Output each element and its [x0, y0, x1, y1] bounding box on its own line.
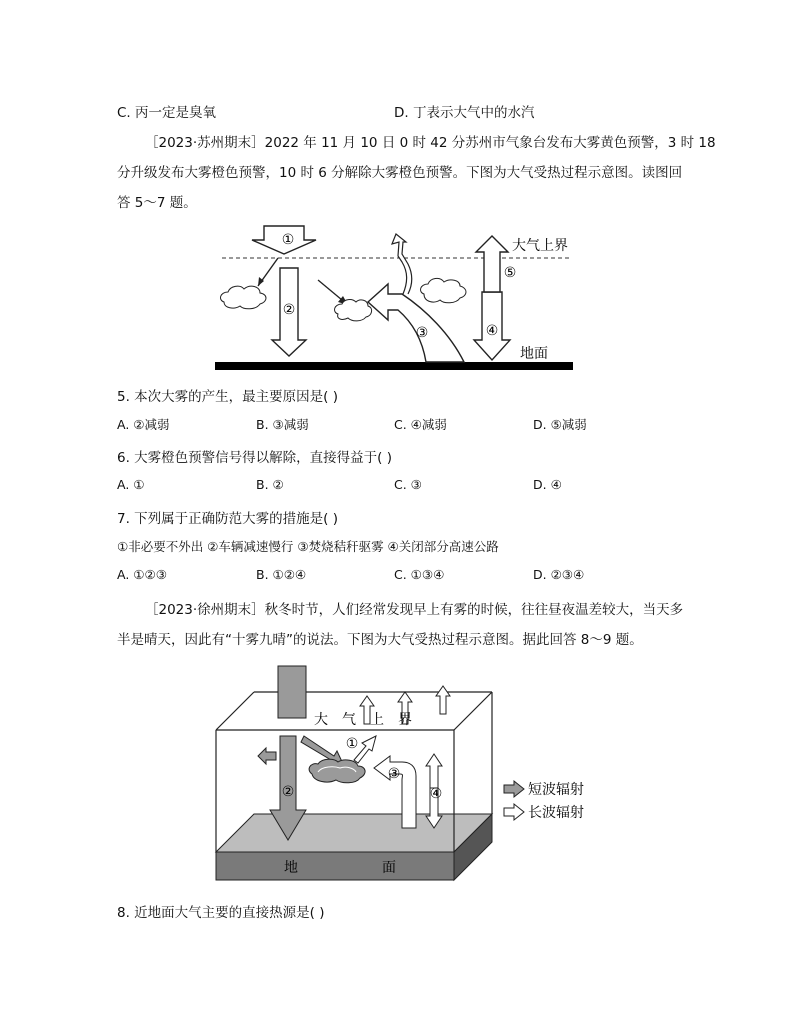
figure2-solar-block [278, 666, 306, 718]
q7-option-c: C. ①③④ [394, 567, 445, 582]
q7-items: ①非必要不外出 ②车辆减速慢行 ③焚烧秸秆驱雾 ④关闭部分高速公路 [117, 539, 499, 554]
intro2-line1: ［2023·徐州期末］秋冬时节，人们经常发现早上有雾的时候，往往昼夜温差较大，当天多 [145, 602, 684, 618]
figure1-thin-arrow [318, 280, 342, 300]
figure1-label-top: 大气上界 [512, 238, 568, 254]
q6-option-a: A. ① [117, 477, 145, 492]
figure2-num-1: ① [345, 736, 359, 752]
figure2-arrow-4-up [426, 754, 442, 788]
figure2-ground-right: 面 [382, 860, 396, 876]
intro1-line3: 答 5～7 题。 [117, 195, 197, 211]
figure1-arrow-5 [476, 236, 508, 292]
figure1-num-1: ① [281, 232, 295, 248]
q4-option-d: D. 丁表示大气中的水汽 [394, 105, 535, 121]
figure2-ground-left: 地 [284, 860, 298, 876]
legend-short-arrow [504, 781, 524, 797]
figure2-label-top: 大 气 上 界 [314, 712, 412, 728]
figure2-num-2: ② [281, 784, 295, 800]
figure1-num-4: ④ [485, 323, 499, 339]
q7-stem: 7. 下列属于正确防范大雾的措施是( ) [117, 511, 338, 527]
figure1-diagram [212, 222, 582, 374]
figure1-cloud-middle [335, 300, 372, 321]
q6-option-d: D. ④ [533, 477, 562, 492]
q8-stem: 8. 近地面大气主要的直接热源是( ) [117, 905, 325, 921]
figure2-reflect-left [258, 748, 276, 764]
figure2-ground-top [216, 814, 492, 852]
q7-option-d: D. ②③④ [533, 567, 585, 582]
figure1-num-5: ⑤ [503, 265, 517, 281]
q5-option-d: D. ⑤减弱 [533, 417, 587, 432]
q5-stem: 5. 本次大雾的产生，最主要原因是( ) [117, 389, 338, 405]
figure2-num-4: ④ [429, 786, 443, 802]
q4-option-c: C. 丙一定是臭氧 [117, 105, 217, 121]
q7-option-b: B. ①②④ [256, 567, 307, 582]
intro1-line1: ［2023·苏州期末］2022 年 11 月 10 日 0 时 42 分苏州市气象台发布大雾黄色预警，3 时 18 [145, 135, 716, 151]
figure2-cloud [309, 759, 365, 783]
q5-option-b: B. ③减弱 [256, 417, 309, 432]
q7-option-a: A. ①②③ [117, 567, 167, 582]
figure1-num-3: ③ [415, 325, 429, 341]
figure2-up-arrow-3 [436, 686, 450, 714]
legend-short-label: 短波辐射 [528, 782, 584, 798]
figure2-ground-front [216, 852, 454, 880]
legend-long-arrow [504, 804, 524, 820]
q6-option-c: C. ③ [394, 477, 422, 492]
intro2-line2: 半是晴天，因此有“十雾九晴”的说法。下图为大气受热过程示意图。据此回答 8～9 题。 [117, 632, 643, 648]
q5-option-c: C. ④减弱 [394, 417, 447, 432]
intro1-line2: 分升级发布大雾橙色预警，10 时 6 分解除大雾橙色预警。下图为大气受热过程示意图。读图回 [117, 165, 683, 181]
figure1-cloud-left [221, 286, 266, 309]
q6-option-b: B. ② [256, 477, 284, 492]
figure1-ground-bar [215, 362, 573, 370]
q6-stem: 6. 大雾橙色预警信号得以解除，直接得益于( ) [117, 450, 392, 466]
figure1-cloud-right [421, 278, 466, 302]
figure2-num-3: ③ [387, 766, 401, 782]
figure1-num-2: ② [282, 302, 296, 318]
figure1-escape-arrow [392, 234, 412, 294]
figure1-label-ground: 地面 [520, 346, 548, 362]
legend-long-label: 长波辐射 [528, 805, 584, 821]
figure2-diagram [214, 662, 624, 884]
q5-option-a: A. ②减弱 [117, 417, 170, 432]
